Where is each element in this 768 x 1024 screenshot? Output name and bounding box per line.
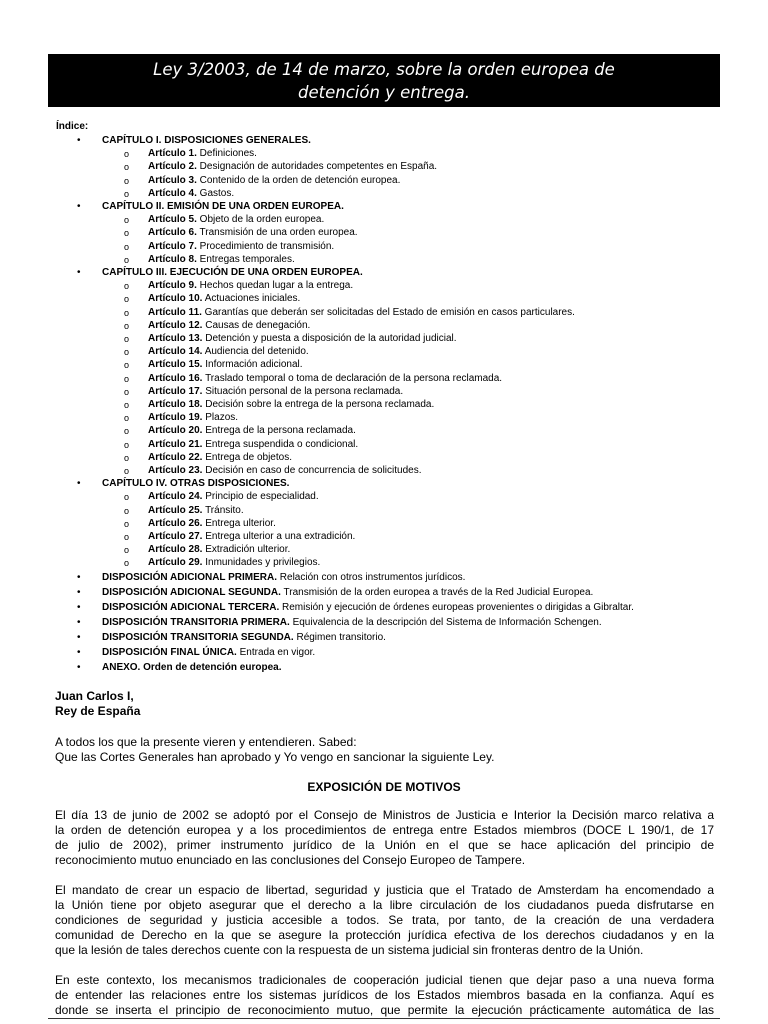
toc-entry-text: Garantías que deberán ser solicitadas del Estado de emisión en casos particulares. [201,306,575,318]
circle-bullet-icon: o [124,558,130,569]
toc-provision [102,662,281,674]
toc-article [148,320,310,332]
toc-entry-label: Artículo 8. [148,253,197,265]
toc-entry-label: Artículo 29. [148,557,203,569]
toc-entry-label: Artículo 22. [148,451,203,463]
toc-entry-label: Artículo 14. [148,346,203,358]
paragraph-line: comunidad de Derecho en la que se asegure la protección jurídica efectiva de los derechos ciudadanos y en la [55,928,714,942]
toc-entry-text: Régimen transitorio. [293,632,386,644]
circle-bullet-icon: o [124,426,130,437]
circle-bullet-icon: o [124,413,130,424]
toc-entry-label: Artículo 20. [148,425,203,437]
toc-entry-label: Artículo 9. [148,280,197,292]
toc-entry-label: DISPOSICIÓN FINAL ÚNICA. [102,647,237,659]
preamble-line-1: A todos los que la presente vieren y entendieren. Sabed: [55,735,357,749]
toc-entry-text: Definiciones. [196,148,257,160]
toc-entry-label: Artículo 24. [148,491,203,503]
paragraph-line: reconocimiento mutuo enunciado en las conclusiones del Consejo Europeo de Tampere. [55,853,526,867]
toc-entry-text: Traslado temporal o toma de declaración de la persona reclamada. [202,372,503,384]
section-heading: EXPOSICIÓN DE MOTIVOS [307,780,461,794]
toc-provision [102,572,465,584]
paragraph-line: condiciones de seguridad y justicia accesible a todos. Se trata, por tanto, de la creación de una verdadera [55,913,714,927]
toc-article [148,346,309,358]
toc-entry-text: Entrada en vigor. [236,647,316,659]
toc-chapter [102,478,289,490]
toc-article [148,544,290,556]
toc-article [148,280,353,292]
paragraph [55,883,714,958]
toc-entry-text: Entrega ulterior a una extradición. [202,531,356,542]
circle-bullet-icon: o [124,347,130,358]
toc-entry-text: Información adicional. [202,359,303,371]
toc-article [148,175,400,187]
toc-entry-label: ANEXO. Orden de detención europea. [102,662,282,674]
circle-bullet-icon: o [124,386,130,397]
toc-entry-text: Extradición ulterior. [202,544,291,556]
circle-bullet-icon: o [124,360,130,371]
toc-article [148,518,276,530]
toc-entry-label: Artículo 27. [148,531,203,542]
toc-entry-text: Contenido de la orden de detención europea. [196,174,401,186]
circle-bullet-icon: o [124,281,130,292]
toc-article [148,386,403,398]
paragraph-line: que la lesión de tales derechos cuente con la respuesta de un sistema judicial sin fronteras dentro de la Unión. [55,943,644,957]
toc-entry-text: Entrega de objetos. [202,451,292,463]
toc-entry-label: Artículo 1. [148,148,197,160]
circle-bullet-icon: o [124,294,130,305]
paragraph-line: de julio de 2002), primer instrumento jurídico de la Unión en el que se hace aplicación del principio de [55,838,714,852]
circle-bullet-icon: o [124,518,130,529]
toc-entry-label: DISPOSICIÓN ADICIONAL SEGUNDA. [102,587,281,599]
bullet-icon: • [77,662,81,674]
toc-entry-label: Artículo 28. [148,544,203,556]
toc-entry-text: Transmisión de una orden europea. [196,227,358,239]
circle-bullet-icon: o [124,466,130,476]
circle-bullet-icon: o [124,307,130,318]
toc-article [148,307,575,319]
signature-block [55,689,714,719]
circle-bullet-icon: o [124,149,130,160]
toc-entry-text: Decisión sobre la entrega de la persona reclamada. [202,399,435,410]
toc-article [148,214,324,226]
paragraph-line: la orden de detención europea y a los procedimientos de entrega entre Estados miembros (DOCE L 190/1, de 17 [55,823,714,837]
toc-entry-label: Artículo 26. [148,517,203,529]
toc-entry-label: Artículo 17. [148,385,203,397]
toc-article [148,359,303,371]
bullet-icon: • [77,135,81,146]
circle-bullet-icon: o [124,254,130,265]
toc-provision [102,632,386,644]
toc-entry-text: Equivalencia de la descripción del Sistema de Información Schengen. [289,617,602,629]
circle-bullet-icon: o [124,373,130,384]
toc-entry-text: Detención y puesta a disposición de la autoridad judicial. [202,333,457,344]
toc-entry-label: Artículo 12. [148,319,203,331]
circle-bullet-icon: o [124,162,130,173]
circle-bullet-icon: o [124,452,130,463]
toc-entry-text: Plazos. [202,412,239,424]
bullet-icon: • [77,572,81,584]
toc-entry-text: Entrega ulterior. [202,517,276,529]
toc-article [148,373,502,385]
toc-entry-label: Artículo 4. [148,187,197,199]
toc-entry-label: DISPOSICIÓN TRANSITORIA SEGUNDA. [102,632,294,644]
circle-bullet-icon: o [124,334,130,344]
toc-article [148,161,437,173]
toc-entry-text: Decisión en caso de concurrencia de solicitudes. [202,465,422,476]
toc-entry-text: Hechos quedan lugar a la entrega. [196,280,354,292]
toc-article [148,465,421,477]
circle-bullet-icon: o [124,492,130,503]
toc-article [148,399,434,411]
toc-entry-text: Actuaciones iniciales. [202,293,301,305]
toc-article [148,425,356,437]
toc-entry-text: Transmisión de la orden europea a través de la Red Judicial Europea. [280,587,594,599]
toc-entry-label: Artículo 19. [148,412,203,424]
circle-bullet-icon: o [124,241,130,252]
toc-provision [102,647,315,659]
toc-entry-label: Artículo 6. [148,227,197,239]
toc-entry-text: Relación con otros instrumentos jurídicos. [277,572,466,584]
toc-entry-text: Designación de autoridades competentes en España. [196,161,438,173]
toc-entry-text: Situación personal de la persona reclamada. [202,385,404,397]
toc-article [148,531,355,543]
toc-entry-label: DISPOSICIÓN TRANSITORIA PRIMERA. [102,617,290,629]
toc-article [148,452,292,464]
document-title-line-2: detención y entrega. [297,82,470,102]
toc-chapter [102,201,344,213]
circle-bullet-icon: o [124,505,130,516]
paragraph-line: El mandato de crear un espacio de libertad, seguridad y justicia que el Tratado de Amsterdam ha encomendado a [55,883,714,897]
toc-article [148,333,457,345]
bullet-icon: • [77,602,81,614]
toc-entry-label: Artículo 21. [148,438,203,450]
toc-article [148,188,234,200]
toc-entry-text: Entregas temporales. [196,253,295,265]
toc-article [148,254,295,266]
paragraph-line: En este contexto, los mecanismos tradicionales de cooperación judicial tienen que dejar paso a una nueva forma [55,973,714,987]
toc-entry-label: Artículo 15. [148,359,203,371]
toc-entry-text: Tránsito. [202,504,244,516]
toc-entry-text: Procedimiento de transmisión. [196,240,335,252]
toc-chapter [102,267,363,279]
toc-entry-label: Artículo 23. [148,465,203,476]
index-label: Índice: [56,121,89,132]
bullet-icon: • [77,587,81,599]
paragraph-line: donde se inserta el principio de reconocimiento mutuo, que permite la ejecución prácticamente automática de las [55,1003,714,1017]
bullet-icon: • [77,201,81,212]
paragraph-line: El día 13 de junio de 2002 se adoptó por el Consejo de Ministros de Justicia e Interior la Decisión marco relativa a [55,808,714,822]
toc-article [148,412,238,424]
circle-bullet-icon: o [124,400,130,410]
paragraph-line: la Unión tiene por objeto asegurar que el derecho a la libre circulación de los ciudadanos pueda disfrutarse en [55,898,714,912]
toc-entry-label: Artículo 2. [148,161,197,173]
toc-article [148,293,300,305]
toc-entry-label: Artículo 5. [148,214,197,226]
page-divider [48,1018,720,1019]
toc-entry-label: CAPÍTULO III. EJECUCIÓN DE UNA ORDEN EUROPEA. [102,267,363,278]
circle-bullet-icon: o [124,175,130,186]
toc-entry-label: DISPOSICIÓN ADICIONAL PRIMERA. [102,572,278,584]
bullet-icon: • [77,478,81,490]
toc-entry-text: Remisión y ejecución de órdenes europeas provenientes o dirigidas a Gibraltar. [279,602,634,614]
paragraph [55,973,714,1018]
toc-article [148,439,358,451]
toc-entry-label: Artículo 11. [148,306,202,318]
signature-line-1: Juan Carlos I, [55,689,134,703]
toc-article [148,505,244,517]
toc-article [148,148,257,160]
toc-entry-label: CAPÍTULO II. EMISIÓN DE UNA ORDEN EUROPEA. [102,201,344,212]
bullet-icon: • [77,267,81,278]
circle-bullet-icon: o [124,320,130,331]
bullet-icon: • [77,617,81,629]
toc-entry-label: Artículo 16. [148,372,203,384]
toc-chapter [102,135,311,147]
toc-provision [102,602,634,614]
bullet-icon: • [77,647,81,659]
paragraph [55,808,714,868]
toc-entry-label: Artículo 18. [148,399,203,410]
bullet-icon: • [77,632,81,644]
circle-bullet-icon: o [124,228,130,239]
circle-bullet-icon: o [124,439,130,450]
circle-bullet-icon: o [124,532,130,542]
toc-entry-text: Audiencia del detenido. [202,346,309,358]
toc-entry-text: Gastos. [196,187,235,199]
preamble-line-2: Que las Cortes Generales han aprobado y Yo vengo en sancionar la siguiente Ley. [55,750,495,764]
toc-article [148,241,334,253]
document-title-line-1: Ley 3/2003, de 14 de marzo, sobre la orden europea de [153,59,615,79]
toc-entry-text: Entrega suspendida o condicional. [202,438,359,450]
toc-entry-label: Artículo 3. [148,174,197,186]
toc-entry-label: Artículo 7. [148,240,197,252]
toc-entry-label: Artículo 13. [148,333,203,344]
toc-article [148,491,319,503]
circle-bullet-icon: o [124,188,130,199]
toc-entry-text: Inmunidades y privilegios. [202,557,321,569]
toc-entry-label: Artículo 10. [148,293,203,305]
toc-entry-label: Artículo 25. [148,504,203,516]
toc-provision [102,617,602,629]
toc-provision [102,587,593,599]
toc-entry-text: Causas de denegación. [202,319,311,331]
toc-article [148,557,320,569]
toc-entry-label: DISPOSICIÓN ADICIONAL TERCERA. [102,602,280,614]
preamble [55,735,714,765]
toc-entry-label: CAPÍTULO I. DISPOSICIONES GENERALES. [102,135,311,146]
circle-bullet-icon: o [124,545,130,556]
paragraph-line: de entender las relaciones entre los sistemas jurídicos de los Estados miembros basada en la confianza. Aquí es [55,988,714,1002]
signature-line-2: Rey de España [55,704,141,718]
toc-entry-text: Objeto de la orden europea. [196,214,325,226]
circle-bullet-icon: o [124,215,130,226]
toc-article [148,227,358,239]
toc-entry-text: Entrega de la persona reclamada. [202,425,356,437]
toc-entry-label: CAPÍTULO IV. OTRAS DISPOSICIONES. [102,478,290,490]
toc-entry-text: Principio de especialidad. [202,491,319,503]
